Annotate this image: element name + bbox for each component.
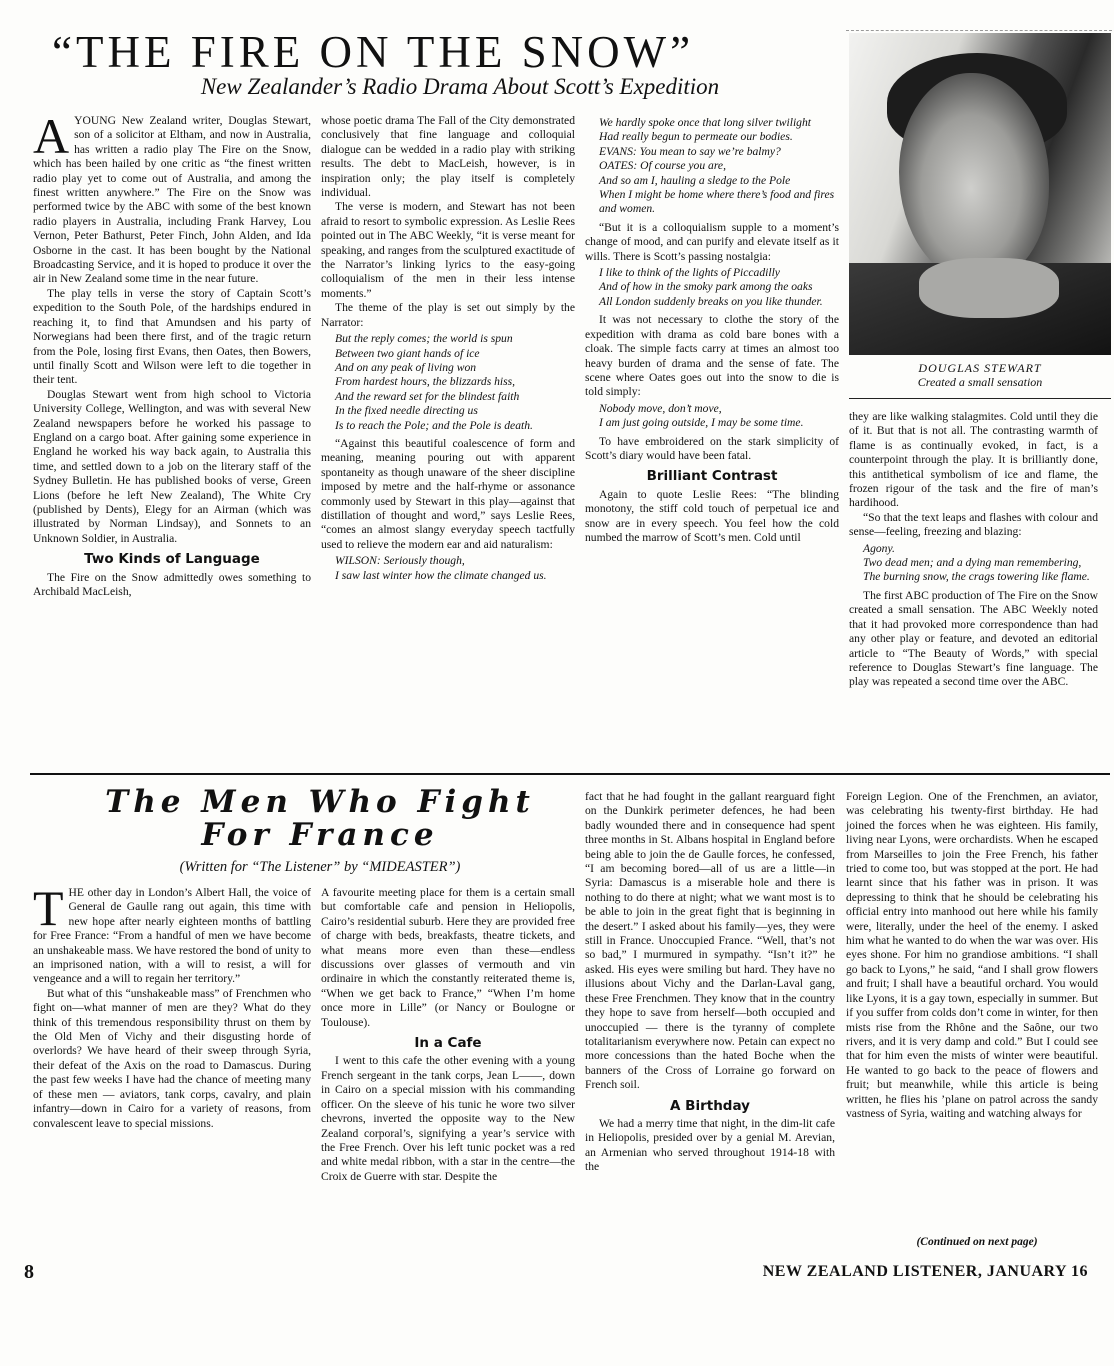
article1-column-4 <box>849 410 1098 690</box>
verse-block <box>585 402 839 431</box>
paragraph: A favourite meeting place for them is a certain small but comfortable cafe and pension in Heliopolis, Cairo’s residential suburb. Here they are provided free of charge with beds, breakfasts, theatre tickets, and what means more even than these—endless discussions over glasses of vermouth and vin ordinaire in which the constantly reiterated theme is, “When we get back to France,” “When I’m home once more in Lille” (or Nancy or Boulogne or Toulouse). <box>321 886 575 1029</box>
photo-face <box>899 73 1049 283</box>
title-line: The Men Who Fight <box>105 784 535 820</box>
photo-caption-subtitle: Created a small sensation <box>917 375 1043 389</box>
paragraph: To have embroidered on the stark simplicity of Scott’s diary would have been fatal. <box>585 434 839 462</box>
section-heading: Two Kinds of Language <box>84 551 260 568</box>
paragraph: But what of this “unshakeable mass” of Frenchmen who fight on—what manner of men are they? What do they think of this tremendous responsibility thrust on them by the Old Men of Vichy and their disgusting horde of overlords? We have heard of their sweep through Syria, their defeat of the Axis on the road to Damascus. During the past few weeks I have had the chance of meeting many of these men — aviators, tank corps, cavalry, and plain infantry—down in Cairo for a variety of reasons, from convalescent leave to special missions. <box>33 986 311 1130</box>
verse-line: In the fixed needle directing us <box>335 404 478 418</box>
article2-column-3 <box>585 790 835 1175</box>
verse-line: Had really begun to permeate our bodies. <box>599 130 793 144</box>
verse-line: Is to reach the Pole; and the Pole is death. <box>335 418 533 432</box>
verse-line: When I might be home where there’s food and fires and women. <box>599 188 835 216</box>
verse-line: And so am I, hauling a sledge to the Pole <box>599 173 791 187</box>
verse-line: I like to think of the lights of Piccadilly <box>599 266 780 280</box>
paragraph: The theme of the play is set out simply by the Narrator: <box>321 301 575 329</box>
paragraph: The verse is modern, and Stewart has not been afraid to resort to symbolic expression. As Leslie Rees pointed out in The ABC Weekly, “it is verse meant for speaking, and ranges from the sculptured exactitude of the Narrator’s linking lyrics to the easy-going colloquialism of the men in their less intense moments.” <box>321 200 575 300</box>
verse-line: And on any peak of living won <box>335 360 477 374</box>
article2-column-2 <box>321 886 575 1184</box>
photo-caption-name: DOUGLAS STEWART <box>918 361 1042 375</box>
verse-block <box>321 554 575 583</box>
article2-column-4 <box>846 790 1098 1121</box>
paragraph: fact that he had fought in the gallant rearguard fight on the Dunkirk perimeter defences, he had been badly wounded there and in consequence had spent three months in St. Albans hospital in England before being able to join the de Gaulle forces, he confessed, “I am becoming bored—all of us are a little—in Syria: Damascus is a miserable hole and there is nothing to do there at night; what we want most is to be able to join in the great fight that is beginning in the desert.” I asked about his family—yes, they were still in France. Unoccupied France. “Well, that’s not so bad,” I murmured in sympathy. “Isn’t it?” he asked. His eyes were smiling but hard. They have no illusions about Vichy and the Darlan-Laval gang, these Free Frenchmen. They know that in the country they hope to save from herself—both occupied and unoccupied — there is the tyranny of complete totalitarianism everywhere now. Petain can expect no more concessions than the hated Boche when the banners of the Cross of Lorraine go forward on French soil. <box>585 790 835 1092</box>
title-line: For France <box>201 817 439 853</box>
continued-note: (Continued on next page) <box>916 1236 1038 1248</box>
verse-line: Agony. <box>863 541 895 555</box>
article1-column-1 <box>33 108 311 599</box>
verse-block <box>585 116 839 217</box>
caption-rule <box>849 398 1111 399</box>
photo-hand <box>919 258 1059 318</box>
article-title <box>70 786 570 852</box>
paragraph: The first ABC production of The Fire on the Snow created a small sensation. The ABC Weekly noted that it had provoked more correspondence than had any other play or feature, and devoted an editorial article to “The Beauty of Words,” with special reference to Douglas Stewart’s fine language. The play was repeated a second time over the ABC. <box>849 588 1098 689</box>
paragraph: It was not necessary to clothe the story of the expedition with drama as cold bare bones with a cloak. The simple facts carry at times an almost too heavy burden of drama and the sense of fate. The scene where Oates goes out into the snow to die is told simply: <box>585 313 839 399</box>
verse-line: OATES: Of course you are, <box>599 159 726 173</box>
paragraph: they are like walking stalagmites. Cold until they die of it. But that is not all. The contrasting warmth of flame is as continually evoked, in fact, is a counterpoint through the play. It is brilliantly done, this antithetical symbolism of ice and flame, the frozen rigour of the task and the fire of man’s hardihood. <box>849 410 1098 510</box>
section-heading: In a Cafe <box>414 1035 482 1052</box>
paragraph: The Fire on the Snow admittedly owes something to Archibald MacLeish, <box>33 570 311 598</box>
section-heading: Brilliant Contrast <box>646 468 778 485</box>
verse-line: I saw last winter how the climate changed us. <box>335 568 547 582</box>
drop-cap: A <box>33 108 70 164</box>
verse-line: But the reply comes; the world is spun <box>335 332 513 346</box>
paragraph: We had a merry time that night, in the dim-lit cafe in Heliopolis, presided over by a genial M. Arevian, an Armenian who served throughout 1914-18 with the <box>585 1116 835 1174</box>
article2-column-1 <box>33 880 311 1131</box>
paragraph: Foreign Legion. One of the Frenchmen, an aviator, was celebrating his twenty-first birthday. He had joined the forces when he was eighteen. His family, living near Lyons, were orchardists. When he escaped from Marseilles to join the Free French, his father tried to come too, but was stopped at the port. He had learnt since that his father was in prison. It was depressing to think that he should be celebrating his official entry into manhood out here while his family were, literally, under the heel of the enemy. I asked him what he wanted to do when the war was over. His eyes shone. For him no grandiose ambitions. “I shall go back to Lyons,” he said, “and I shall grow flowers and fruit; I shall have a beautiful orchard. You would like Lyons, it is a gay town, especially in summer. But if you suffer from colds don’t come in winter, for then mists rise from the Rhône and the Saône, our two rivers, and it is very damp and cold.” But I could see that for him even the mists of winter were beautiful. He wanted to go back to the peace of flowers and fruit; but meanwhile, while this article is being written, he flies his ’plane on patrol across the sandy vastness of Syria, waiting and watching always for <box>846 790 1098 1120</box>
verse-line: And of how in the smoky park among the oaks <box>599 280 813 294</box>
paragraph: “So that the text leaps and flashes with colour and sense—feeling, freezing and blazing: <box>849 510 1098 539</box>
verse-line: All London suddenly breaks on you like thunder. <box>599 294 823 308</box>
byline: (Written for “The Listener” by “MIDEASTER”) <box>179 859 461 875</box>
verse-line: We hardly spoke once that long silver twilight <box>599 116 811 129</box>
verse-line: Between two giant hands of ice <box>335 346 480 360</box>
article1-column-2 <box>321 114 575 587</box>
top-rule <box>846 30 1112 31</box>
page-number: 8 <box>24 1261 34 1283</box>
portrait-photo <box>849 33 1111 355</box>
verse-line: Nobody move, don’t move, <box>599 401 722 415</box>
paragraph: The play tells in verse the story of Captain Scott’s expedition to the South Pole, of the hardships endured in reaching it, to find that Amundsen and his party of Norwegians had been there first, and of the tragic return from the Pole, losing first Evans, then Oates, then Bowers, until finally Scott and Wilson were left to die together in their tent. <box>33 286 311 387</box>
section-heading: A Birthday <box>670 1097 750 1114</box>
article-subtitle: New Zealander’s Radio Drama About Scott’s Expedition <box>200 74 720 99</box>
article1-column-3 <box>585 114 839 545</box>
paragraph: “But it is a colloquialism supple to a moment’s change of mood, and can purify and elevate itself as it wills. There is Scott’s passing nostalgia: <box>585 220 839 263</box>
verse-line: Two dead men; and a dying man remembering, <box>863 556 1082 570</box>
paragraph: “Against this beautiful coalescence of form and meaning, meaning pouring out with apparent spontaneity as though unaware of the sheer discipline imposed by metre and the half-rhyme or assonance commonly used by Stewart in this play—against that distillation of thought and word,” says Leslie Rees, “comes an almost slangy everyday speech tactfully used to relieve the modern ear and aid naturalism: <box>321 436 575 551</box>
verse-line: EVANS: You mean to say we’re balmy? <box>599 144 781 158</box>
verse-line: The burning snow, the crags towering like flame. <box>863 570 1090 584</box>
publication-masthead: NEW ZEALAND LISTENER, JANUARY 16 <box>762 1263 1088 1280</box>
article-separator <box>30 773 1110 775</box>
verse-line: I am just going outside, I may be some time. <box>599 416 804 430</box>
paragraph: Again to quote Leslie Rees: “The blinding monotony, the stiff cold touch of perpetual ice and snow are in every speech. You feel how the cold numbed the marrow of Scott’s men. Cold until <box>585 487 839 544</box>
verse-block <box>585 266 839 309</box>
verse-block <box>321 332 575 433</box>
verse-block <box>849 542 1098 585</box>
verse-line: WILSON: Seriously though, <box>335 554 465 568</box>
verse-line: And the reward set for the blindest faith <box>335 389 520 403</box>
paragraph: HE other day in London’s Albert Hall, the voice of General de Gaulle rang out again, this time with new hope after nearly eighteen months of battling for Free France: “From a handful of men we have become an unshakeable mass. We have restored the bond of unity to an imprisoned nation, with a will to resist, a will for vengeance and a will to regain her territory.” <box>33 886 311 986</box>
paragraph: YOUNG New Zealand writer, Douglas Stewart, son of a solicitor at Eltham, and now in Australia, has written a radio play The Fire on the Snow, which has been hailed by one critic as “the finest written radio play yet to come out of Australia, and among the finest written anywhere.” The Fire on the Snow was performed twice by the ABC with some of the best known radio players in Australia, including Frank Harvey, Lou Vernon, Peter Bathurst, Peter Finch, John Alden, and Ida Osborne in the cast. It has been bought by the National Broadcasting Service, and it is hoped to produce it over the air in New Zealand some time in the near future. <box>33 114 311 286</box>
article-title: “THE FIRE ON THE SNOW” <box>52 27 695 77</box>
paragraph: whose poetic drama The Fall of the City demonstrated conclusively that fine language and colloquial dialogue can be wedded in a radio play with striking results. The debt to MacLeish, however, is in inspiration only; the play itself is completely individual. <box>321 114 575 200</box>
paragraph: Douglas Stewart went from high school to Victoria University College, Wellington, and was with several New Zealand newspapers before he worked his passage to England on a cargo boat. After gaining some experience in England he worked his way back again, to Australia this time, and settled down to a job on the literary staff of the Sydney Bulletin. He has published books of verse, Green Lions (before he left New Zealand), The White Cry (published by Dents), Elegy for an Airman (which was illustrated by Norman Lindsay), and Sonnets to an Unknown Soldier, in Australia. <box>33 387 311 545</box>
verse-line: From hardest hours, the blizzards hiss, <box>335 375 516 389</box>
paragraph: I went to this cafe the other evening with a young French sergeant in the tank corps, Jean L——, down in Cairo on a special mission with his commanding officer. On the sleeve of his tunic he wore two silver chevrons, inverted the opposite way to the New Zealand corporal’s, signifying a year’s service with the Free French. Over his left tunic pocket was a red and white medal ribbon, with a star in the centre—the Croix de Guerre with star. Despite the <box>321 1054 575 1183</box>
drop-cap: T <box>33 880 64 936</box>
